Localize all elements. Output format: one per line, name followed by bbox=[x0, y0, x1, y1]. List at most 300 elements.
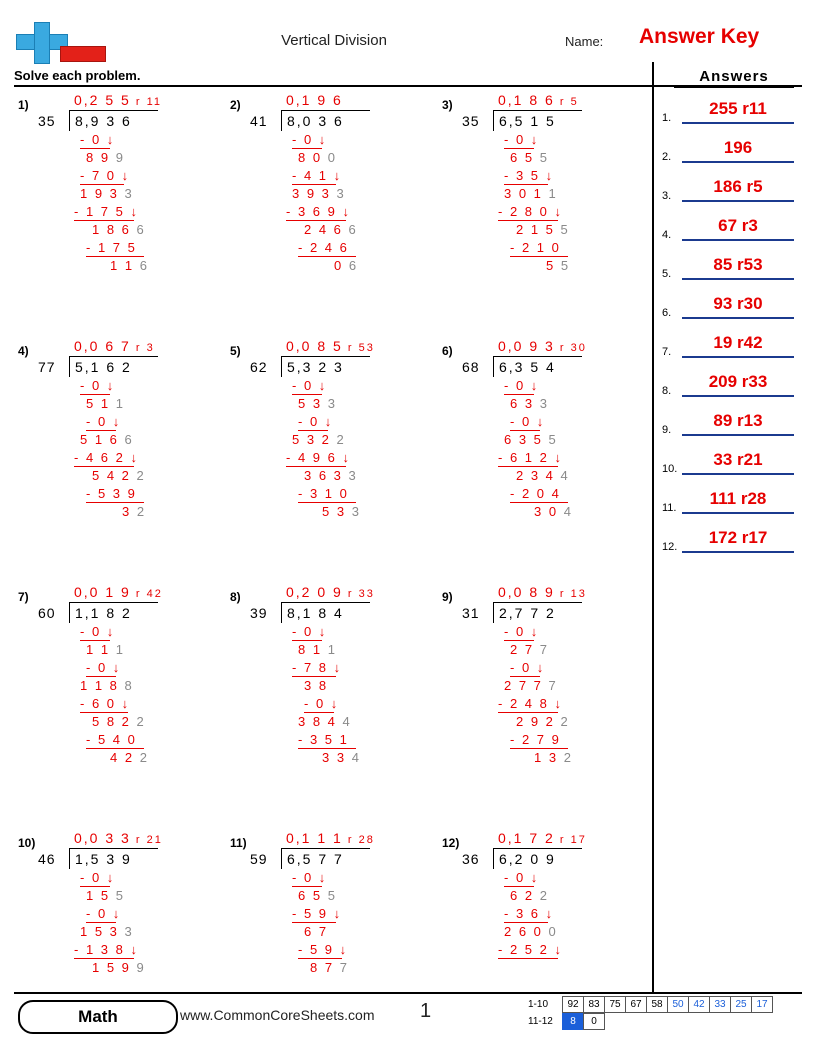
bring-down-digit: 3 bbox=[330, 186, 346, 201]
answer-value: 186 r5 bbox=[682, 174, 794, 202]
bring-down-digit: 6 bbox=[343, 258, 359, 273]
answers-heading: Answers bbox=[674, 68, 794, 88]
work-step: 1 5 5 bbox=[86, 888, 125, 903]
problem-number: 11) bbox=[230, 836, 247, 850]
answer-row bbox=[660, 96, 802, 136]
answer-row bbox=[660, 369, 802, 409]
problem-number: 12) bbox=[442, 836, 460, 850]
work-step: - 0 ↓ bbox=[292, 132, 328, 147]
step-rule bbox=[510, 676, 540, 677]
bring-down-arrow-icon: ↓ bbox=[116, 168, 131, 183]
bring-down-digit: 4 bbox=[558, 504, 573, 519]
dividend: 6,2 0 9 bbox=[499, 851, 556, 867]
bring-down-arrow-icon: ↓ bbox=[325, 696, 340, 711]
bring-down-digit: 2 bbox=[134, 750, 149, 765]
bring-down-digit: 3 bbox=[534, 396, 549, 411]
work-step: 6 2 2 bbox=[510, 888, 549, 903]
bring-down-digit: 5 bbox=[534, 150, 549, 165]
bring-down-arrow-icon: ↓ bbox=[540, 906, 555, 921]
problem-number: 8) bbox=[230, 590, 241, 604]
step-rule bbox=[74, 958, 134, 959]
work-step: 2 6 0 0 bbox=[504, 924, 558, 939]
bring-down-arrow-icon: ↓ bbox=[124, 204, 139, 219]
bring-down-arrow-icon: ↓ bbox=[540, 168, 555, 183]
bring-down-arrow-icon: ↓ bbox=[548, 942, 563, 957]
scale-cell: 58 bbox=[646, 996, 668, 1013]
work-step: - 0 ↓ bbox=[298, 414, 334, 429]
quotient: 0,2 5 5 r 11 bbox=[74, 92, 163, 108]
divisor: 39 bbox=[250, 605, 268, 621]
bring-down-arrow-icon: ↓ bbox=[548, 696, 563, 711]
work-step: 2 3 4 4 bbox=[516, 468, 570, 483]
step-rule bbox=[86, 922, 116, 923]
bring-down-digit: 4 bbox=[346, 750, 361, 765]
quotient: 0,1 1 1 r 28 bbox=[286, 830, 375, 846]
step-rule bbox=[510, 430, 540, 431]
problem-number: 6) bbox=[442, 344, 453, 358]
work-step: 3 0 4 bbox=[534, 504, 573, 519]
step-rule bbox=[286, 466, 346, 467]
dividend: 5,3 2 3 bbox=[287, 359, 344, 375]
step-rule bbox=[504, 394, 534, 395]
dividend: 8,9 3 6 bbox=[75, 113, 132, 129]
step-rule bbox=[298, 748, 356, 749]
problem-number: 1) bbox=[18, 98, 29, 112]
bring-down-digit: 6 bbox=[130, 222, 146, 237]
dividend: 8,1 8 4 bbox=[287, 605, 344, 621]
work-step: - 1 7 5 ↓ bbox=[74, 204, 139, 219]
work-step: - 4 1 ↓ bbox=[292, 168, 343, 183]
remainder: r 30 bbox=[554, 342, 587, 354]
work-step: 5 3 2 2 bbox=[292, 432, 346, 447]
work-step: 2 7 7 bbox=[510, 642, 549, 657]
work-step: 3 8 bbox=[304, 678, 329, 693]
bring-down-arrow-icon: ↓ bbox=[313, 624, 328, 639]
step-rule bbox=[86, 502, 144, 503]
bring-down-arrow-icon: ↓ bbox=[334, 942, 349, 957]
work-step: 5 5 bbox=[546, 258, 571, 273]
bring-down-arrow-icon: ↓ bbox=[548, 204, 563, 219]
bring-down-arrow-icon: ↓ bbox=[107, 414, 122, 429]
quotient: 0,2 0 9 r 33 bbox=[286, 584, 375, 600]
problem-number: 5) bbox=[230, 344, 241, 358]
scale-cell: 75 bbox=[604, 996, 626, 1013]
bring-down-digit: 2 bbox=[534, 888, 549, 903]
work-step: - 7 8 ↓ bbox=[292, 660, 343, 675]
work-step: - 2 4 6 bbox=[298, 240, 349, 255]
work-step: 6 5 5 bbox=[510, 150, 549, 165]
work-step: 6 7 bbox=[304, 924, 329, 939]
work-step: 3 6 3 3 bbox=[304, 468, 358, 483]
bring-down-arrow-icon: ↓ bbox=[328, 660, 343, 675]
work-step: - 2 1 0 bbox=[510, 240, 561, 255]
bring-down-arrow-icon: ↓ bbox=[124, 942, 139, 957]
work-step: - 0 ↓ bbox=[86, 660, 122, 675]
work-step: - 7 0 ↓ bbox=[80, 168, 131, 183]
quotient: 0,1 8 6 r 5 bbox=[498, 92, 579, 108]
step-rule bbox=[304, 712, 334, 713]
answers-divider bbox=[652, 62, 654, 992]
step-rule bbox=[80, 184, 124, 185]
answer-number: 2. bbox=[662, 151, 672, 163]
bring-down-arrow-icon: ↓ bbox=[313, 870, 328, 885]
bring-down-arrow-icon: ↓ bbox=[319, 414, 334, 429]
work-step: 3 2 bbox=[122, 504, 147, 519]
work-step: - 0 ↓ bbox=[504, 624, 540, 639]
work-step: 8 1 1 bbox=[298, 642, 337, 657]
step-rule bbox=[86, 430, 116, 431]
work-step: - 0 ↓ bbox=[86, 414, 122, 429]
step-rule bbox=[510, 748, 568, 749]
quotient: 0,0 3 3 r 21 bbox=[74, 830, 163, 846]
answer-value: 19 r42 bbox=[682, 330, 794, 358]
answer-value: 172 r17 bbox=[682, 525, 794, 553]
work-step: - 1 7 5 bbox=[86, 240, 137, 255]
scale-cell: 50 bbox=[667, 996, 689, 1013]
answer-number: 11. bbox=[662, 502, 677, 514]
bring-down-digit: 3 bbox=[118, 186, 134, 201]
quotient: 0,0 6 7 r 3 bbox=[74, 338, 155, 354]
quotient: 0,1 7 2 r 17 bbox=[498, 830, 587, 846]
divisor: 59 bbox=[250, 851, 268, 867]
divisor: 31 bbox=[462, 605, 480, 621]
remainder: r 28 bbox=[342, 834, 375, 846]
work-step: - 0 ↓ bbox=[504, 132, 540, 147]
quotient: 0,0 8 9 r 13 bbox=[498, 584, 587, 600]
bring-down-arrow-icon: ↓ bbox=[525, 378, 540, 393]
work-step: 2 9 2 2 bbox=[516, 714, 570, 729]
work-step: - 5 3 9 bbox=[86, 486, 137, 501]
work-step: 1 1 6 bbox=[110, 258, 149, 273]
answer-row bbox=[660, 213, 802, 253]
quotient: 0,0 9 3 r 30 bbox=[498, 338, 587, 354]
divisor: 35 bbox=[38, 113, 56, 129]
work-step: 3 8 4 4 bbox=[298, 714, 352, 729]
step-rule bbox=[86, 676, 116, 677]
answer-value: 93 r30 bbox=[682, 291, 794, 319]
footer-divider bbox=[14, 992, 802, 994]
bring-down-digit: 6 bbox=[118, 432, 134, 447]
scale-cell: 83 bbox=[583, 996, 605, 1013]
page-title: Vertical Division bbox=[281, 32, 387, 49]
work-step: - 0 ↓ bbox=[80, 132, 116, 147]
work-step: 5 8 2 2 bbox=[92, 714, 146, 729]
step-rule bbox=[298, 256, 356, 257]
bring-down-digit: 5 bbox=[322, 888, 337, 903]
bring-down-arrow-icon: ↓ bbox=[101, 624, 116, 639]
page-number: 1 bbox=[420, 1000, 432, 1022]
subject-badge: Math bbox=[18, 1000, 178, 1034]
answers-panel bbox=[660, 62, 802, 992]
bring-down-digit: 8 bbox=[118, 678, 134, 693]
bring-down-arrow-icon: ↓ bbox=[525, 624, 540, 639]
remainder: r 11 bbox=[130, 96, 163, 108]
work-step: - 0 ↓ bbox=[292, 378, 328, 393]
work-step: - 3 6 ↓ bbox=[504, 906, 555, 921]
work-step: - 0 ↓ bbox=[86, 906, 122, 921]
work-step: 5 3 3 bbox=[298, 396, 337, 411]
answer-number: 4. bbox=[662, 229, 672, 241]
answer-value: 67 r3 bbox=[682, 213, 794, 241]
work-step: 4 2 2 bbox=[110, 750, 149, 765]
dividend: 5,1 6 2 bbox=[75, 359, 132, 375]
work-step: - 3 1 0 bbox=[298, 486, 349, 501]
bring-down-arrow-icon: ↓ bbox=[336, 450, 351, 465]
answer-number: 1. bbox=[662, 112, 672, 124]
bring-down-arrow-icon: ↓ bbox=[101, 870, 116, 885]
work-step: 6 3 5 5 bbox=[504, 432, 558, 447]
quotient: 0,0 1 9 r 42 bbox=[74, 584, 163, 600]
work-step: - 1 3 8 ↓ bbox=[74, 942, 139, 957]
bring-down-digit: 7 bbox=[534, 642, 549, 657]
bring-down-arrow-icon: ↓ bbox=[531, 660, 546, 675]
scale-cell: 25 bbox=[730, 996, 752, 1013]
bring-down-arrow-icon: ↓ bbox=[107, 660, 122, 675]
answer-value: 111 r28 bbox=[682, 486, 794, 514]
remainder: r 13 bbox=[554, 588, 587, 600]
bring-down-digit: 3 bbox=[342, 468, 358, 483]
answer-row bbox=[660, 135, 802, 175]
bring-down-digit: 1 bbox=[322, 642, 337, 657]
work-step: 1 5 9 9 bbox=[92, 960, 146, 975]
work-step: - 0 ↓ bbox=[504, 870, 540, 885]
bring-down-digit: 6 bbox=[134, 258, 149, 273]
problem-number: 2) bbox=[230, 98, 241, 112]
bring-down-arrow-icon: ↓ bbox=[548, 450, 563, 465]
answer-number: 3. bbox=[662, 190, 672, 202]
step-rule bbox=[80, 640, 110, 641]
step-rule bbox=[292, 184, 336, 185]
remainder: r 33 bbox=[342, 588, 375, 600]
bring-down-digit: 7 bbox=[334, 960, 349, 975]
step-rule bbox=[510, 502, 568, 503]
answer-row bbox=[660, 486, 802, 526]
bring-down-digit: 1 bbox=[542, 186, 558, 201]
work-step: 5 3 3 bbox=[322, 504, 361, 519]
dividend: 1,1 8 2 bbox=[75, 605, 132, 621]
work-step: 3 9 3 3 bbox=[292, 186, 346, 201]
work-step: 1 5 3 3 bbox=[80, 924, 134, 939]
work-step: - 3 5 ↓ bbox=[504, 168, 555, 183]
divisor: 36 bbox=[462, 851, 480, 867]
answer-number: 10. bbox=[662, 463, 678, 475]
work-step: 2 1 5 5 bbox=[516, 222, 570, 237]
bring-down-digit: 0 bbox=[322, 150, 337, 165]
step-rule bbox=[80, 886, 110, 887]
work-step: 1 1 8 8 bbox=[80, 678, 134, 693]
remainder: r 21 bbox=[130, 834, 163, 846]
step-rule bbox=[504, 922, 548, 923]
divisor: 41 bbox=[250, 113, 268, 129]
work-step: - 2 7 9 bbox=[510, 732, 561, 747]
answer-row bbox=[660, 408, 802, 448]
work-step: - 0 ↓ bbox=[292, 624, 328, 639]
work-step: - 3 6 9 ↓ bbox=[286, 204, 351, 219]
work-step: - 0 ↓ bbox=[304, 696, 340, 711]
bring-down-arrow-icon: ↓ bbox=[107, 906, 122, 921]
quotient: 0,0 8 5 r 53 bbox=[286, 338, 375, 354]
step-rule bbox=[86, 256, 144, 257]
remainder: r 42 bbox=[130, 588, 163, 600]
step-rule bbox=[292, 640, 322, 641]
step-rule bbox=[298, 958, 342, 959]
problem-number: 7) bbox=[18, 590, 29, 604]
step-rule bbox=[292, 676, 336, 677]
bring-down-digit: 4 bbox=[336, 714, 352, 729]
work-step: 5 1 6 6 bbox=[80, 432, 134, 447]
instruction-text: Solve each problem. bbox=[14, 68, 141, 83]
bring-down-arrow-icon: ↓ bbox=[328, 168, 343, 183]
bring-down-digit: 2 bbox=[130, 714, 146, 729]
answer-row bbox=[660, 525, 802, 565]
step-rule bbox=[292, 922, 336, 923]
answer-number: 9. bbox=[662, 424, 672, 436]
remainder: r 5 bbox=[554, 96, 579, 108]
work-step: - 6 1 2 ↓ bbox=[498, 450, 563, 465]
work-step: - 5 4 0 bbox=[86, 732, 137, 747]
step-rule bbox=[292, 886, 322, 887]
work-step: - 4 9 6 ↓ bbox=[286, 450, 351, 465]
work-step: 1 3 2 bbox=[534, 750, 573, 765]
name-label: Name: bbox=[565, 34, 604, 49]
bring-down-digit: 2 bbox=[554, 714, 570, 729]
scale-range-label: 1-10 bbox=[528, 999, 549, 1010]
remainder: r 53 bbox=[342, 342, 375, 354]
answer-row bbox=[660, 174, 802, 214]
work-step: 2 7 7 7 bbox=[504, 678, 558, 693]
bring-down-digit: 9 bbox=[130, 960, 146, 975]
bring-down-arrow-icon: ↓ bbox=[525, 132, 540, 147]
bring-down-arrow-icon: ↓ bbox=[313, 378, 328, 393]
work-step: - 0 ↓ bbox=[80, 378, 116, 393]
problem-number: 9) bbox=[442, 590, 453, 604]
answer-row bbox=[660, 330, 802, 370]
step-rule bbox=[74, 220, 134, 221]
scale-cell: 92 bbox=[562, 996, 584, 1013]
answer-value: 85 r53 bbox=[682, 252, 794, 280]
bring-down-digit: 1 bbox=[110, 642, 125, 657]
work-step: 6 3 3 bbox=[510, 396, 549, 411]
work-step: - 0 ↓ bbox=[80, 870, 116, 885]
answer-value: 209 r33 bbox=[682, 369, 794, 397]
step-rule bbox=[292, 394, 322, 395]
step-rule bbox=[504, 640, 534, 641]
bring-down-digit: 3 bbox=[322, 396, 337, 411]
bring-down-digit: 2 bbox=[131, 504, 147, 519]
bring-down-arrow-icon: ↓ bbox=[313, 132, 328, 147]
work-step: - 5 9 ↓ bbox=[292, 906, 343, 921]
step-rule bbox=[498, 712, 558, 713]
grading-scale bbox=[528, 996, 772, 1030]
answer-value: 196 bbox=[682, 135, 794, 163]
bring-down-digit: 5 bbox=[555, 258, 571, 273]
work-step: 1 8 6 6 bbox=[92, 222, 146, 237]
work-step: - 4 6 2 ↓ bbox=[74, 450, 139, 465]
answer-value: 33 r21 bbox=[682, 447, 794, 475]
dividend: 8,0 3 6 bbox=[287, 113, 344, 129]
step-rule bbox=[504, 886, 534, 887]
bring-down-arrow-icon: ↓ bbox=[328, 906, 343, 921]
remainder: r 3 bbox=[130, 342, 155, 354]
problem-number: 4) bbox=[18, 344, 29, 358]
dividend: 6,5 1 5 bbox=[499, 113, 556, 129]
bring-down-arrow-icon: ↓ bbox=[124, 450, 139, 465]
divisor: 35 bbox=[462, 113, 480, 129]
step-rule bbox=[510, 256, 568, 257]
work-step: 5 4 2 2 bbox=[92, 468, 146, 483]
scale-range-label: 11-12 bbox=[528, 1016, 553, 1027]
work-step: - 2 5 2 ↓ bbox=[498, 942, 563, 957]
bring-down-digit: 3 bbox=[346, 504, 361, 519]
work-step: - 0 ↓ bbox=[80, 624, 116, 639]
work-step: 3 3 4 bbox=[322, 750, 361, 765]
scale-cell: 17 bbox=[751, 996, 773, 1013]
bring-down-arrow-icon: ↓ bbox=[525, 870, 540, 885]
step-rule bbox=[504, 184, 548, 185]
scale-row bbox=[528, 1013, 772, 1030]
step-rule bbox=[286, 220, 346, 221]
problem-number: 3) bbox=[442, 98, 453, 112]
website-url: www.CommonCoreSheets.com bbox=[180, 1007, 375, 1023]
work-step: 6 5 5 bbox=[298, 888, 337, 903]
divisor: 46 bbox=[38, 851, 56, 867]
dividend: 6,5 7 7 bbox=[287, 851, 344, 867]
work-step: - 0 ↓ bbox=[510, 414, 546, 429]
work-step: 8 9 9 bbox=[86, 150, 125, 165]
step-rule bbox=[80, 712, 128, 713]
divisor: 68 bbox=[462, 359, 480, 375]
problem-number: 10) bbox=[18, 836, 36, 850]
divisor: 60 bbox=[38, 605, 56, 621]
work-step: - 0 ↓ bbox=[292, 870, 328, 885]
step-rule bbox=[298, 502, 356, 503]
answer-key-stamp: Answer Key bbox=[639, 25, 760, 48]
answer-number: 8. bbox=[662, 385, 672, 397]
bring-down-digit: 0 bbox=[542, 924, 558, 939]
dividend: 2,7 7 2 bbox=[499, 605, 556, 621]
work-step: 3 0 1 1 bbox=[504, 186, 558, 201]
bring-down-digit: 1 bbox=[110, 396, 125, 411]
answer-row bbox=[660, 252, 802, 292]
remainder: r 17 bbox=[554, 834, 587, 846]
bring-down-digit: 3 bbox=[118, 924, 134, 939]
scale-cell: 8 bbox=[562, 1013, 584, 1030]
work-step: - 3 5 1 bbox=[298, 732, 349, 747]
bring-down-arrow-icon: ↓ bbox=[336, 204, 351, 219]
work-step: - 2 8 0 ↓ bbox=[498, 204, 563, 219]
bring-down-digit: 5 bbox=[554, 222, 570, 237]
answer-row bbox=[660, 447, 802, 487]
scale-cell: 67 bbox=[625, 996, 647, 1013]
work-step: - 0 ↓ bbox=[504, 378, 540, 393]
answer-number: 6. bbox=[662, 307, 672, 319]
work-step: 1 9 3 3 bbox=[80, 186, 134, 201]
bring-down-digit: 4 bbox=[554, 468, 570, 483]
page-header bbox=[14, 22, 802, 66]
bring-down-arrow-icon: ↓ bbox=[531, 414, 546, 429]
step-rule bbox=[498, 958, 558, 959]
divisor: 77 bbox=[38, 359, 56, 375]
divisor: 62 bbox=[250, 359, 268, 375]
bring-down-arrow-icon: ↓ bbox=[101, 132, 116, 147]
bring-down-arrow-icon: ↓ bbox=[101, 378, 116, 393]
work-step: - 2 0 4 bbox=[510, 486, 561, 501]
scale-cell: 33 bbox=[709, 996, 731, 1013]
scale-cell: 0 bbox=[583, 1013, 605, 1030]
dividend: 1,5 3 9 bbox=[75, 851, 132, 867]
bring-down-digit: 2 bbox=[130, 468, 146, 483]
work-step: - 5 9 ↓ bbox=[298, 942, 349, 957]
